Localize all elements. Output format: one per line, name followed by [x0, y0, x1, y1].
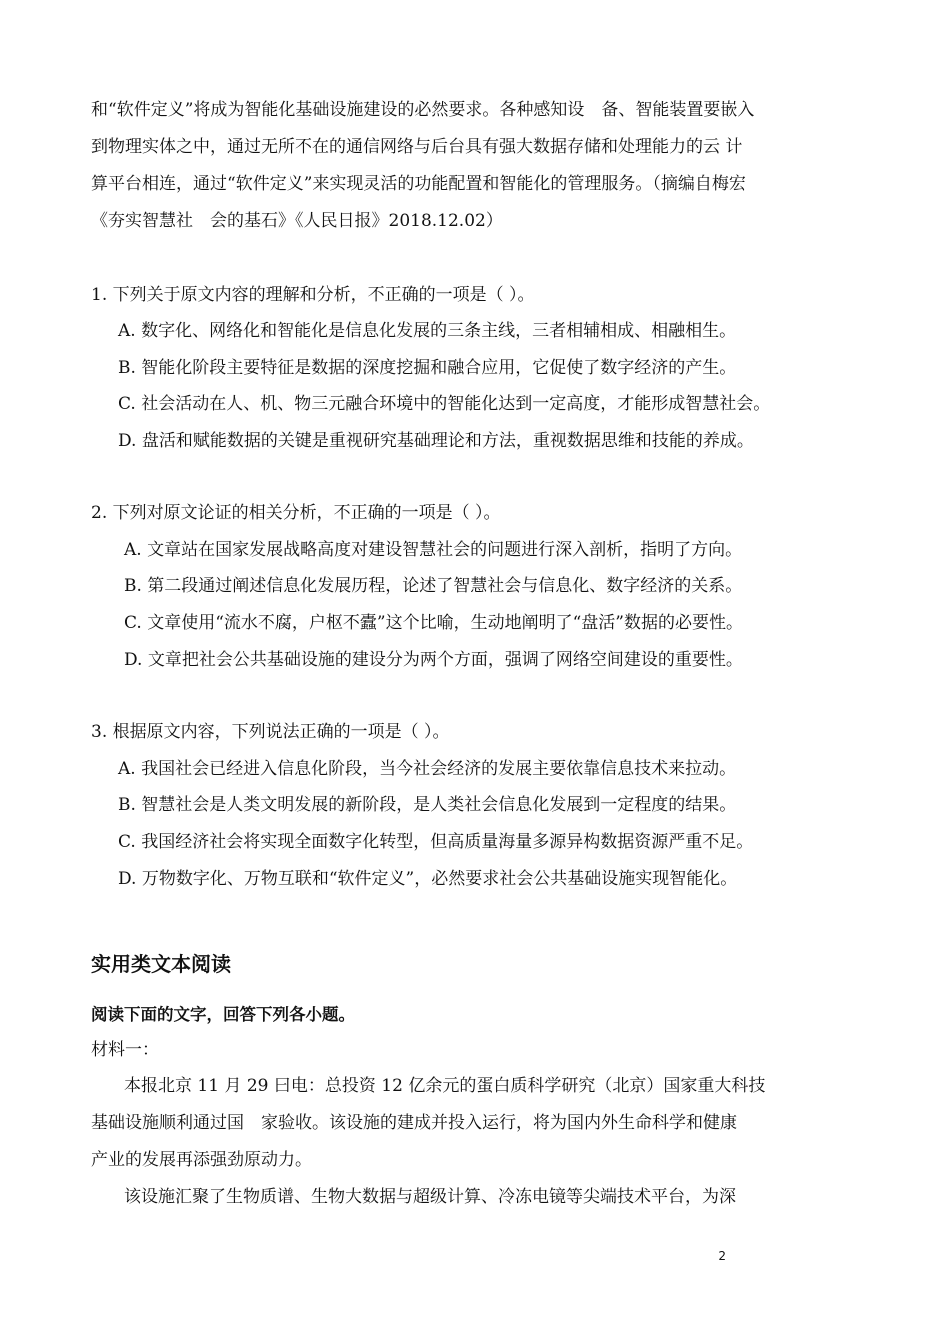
question-2-stem: 2. 下列对原文论证的相关分析，不正确的一项是（ ）。: [91, 503, 501, 523]
section-heading: 实用类文本阅读: [91, 952, 231, 976]
question-3-option-a: A. 我国社会已经进入信息化阶段，当今社会经济的发展主要依靠信息技术来拉动。: [118, 759, 737, 779]
material-line: 基础设施顺利通过国 家验收。该设施的建成并投入运行，将为国内外生命科学和健康: [91, 1113, 737, 1133]
page-number: 2: [718, 1249, 726, 1263]
question-1-option-b: B. 智能化阶段主要特征是数据的深度挖掘和融合应用，它促使了数字经济的产生。: [118, 358, 737, 378]
reading-instruction: 阅读下面的文字，回答下列各小题。: [91, 1005, 355, 1024]
question-1-stem: 1. 下列关于原文内容的理解和分析，不正确的一项是（ ）。: [91, 285, 535, 305]
question-3-option-d: D. 万物数字化、万物互联和“软件定义”，必然要求社会公共基础设施实现智能化。: [118, 869, 738, 889]
intro-line: 算平台相连，通过“软件定义”来实现灵活的功能配置和智能化的管理服务。（摘编自梅宏: [91, 174, 746, 194]
intro-line: 和“软件定义”将成为智能化基础设施建设的必然要求。各种感知设 备、智能装置要嵌入: [91, 100, 755, 120]
question-2-option-a: A. 文章站在国家发展战略高度对建设智慧社会的问题进行深入剖析，指明了方向。: [124, 540, 743, 560]
question-2-option-c: C. 文章使用“流水不腐，户枢不蠹”这个比喻，生动地阐明了“盘活”数据的必要性。: [124, 613, 743, 633]
question-1-option-c: C. 社会活动在人、机、物三元融合环境中的智能化达到一定高度，才能形成智慧社会。: [118, 394, 771, 414]
question-2-option-b: B. 第二段通过阐述信息化发展历程，论述了智慧社会与信息化、数字经济的关系。: [124, 576, 743, 596]
material-line: 本报北京 11 月 29 曰电：总投资 12 亿余元的蛋白质科学研究（北京）国家重大科技: [124, 1076, 766, 1096]
material-line: 产业的发展再添强劲原动力。: [91, 1150, 312, 1170]
question-3-option-b: B. 智慧社会是人类文明发展的新阶段，是人类社会信息化发展到一定程度的结果。: [118, 795, 737, 815]
question-3-option-c: C. 我国经济社会将实现全面数字化转型，但高质量海量多源异构数据资源严重不足。: [118, 832, 754, 852]
material-label: 材料一：: [91, 1040, 159, 1060]
question-1-option-d: D. 盘活和赋能数据的关键是重视研究基础理论和方法，重视数据思维和技能的养成。: [118, 431, 754, 451]
material-line: 该设施汇聚了生物质谱、生物大数据与超级计算、冷冻电镜等尖端技术平台，为深: [124, 1187, 736, 1207]
intro-line: 到物理实体之中，通过无所不在的通信网络与后台具有强大数据存储和处理能力的云 计: [91, 137, 743, 157]
question-1-option-a: A. 数字化、网络化和智能化是信息化发展的三条主线，三者相辅相成、相融相生。: [118, 321, 737, 341]
question-3-stem: 3. 根据原文内容，下列说法正确的一项是（ ）。: [91, 722, 450, 742]
intro-line: 《夯实智慧社 会的基石》《人民日报》2018.12.02）: [91, 211, 503, 231]
question-2-option-d: D. 文章把社会公共基础设施的建设分为两个方面，强调了网络空间建设的重要性。: [124, 650, 743, 670]
